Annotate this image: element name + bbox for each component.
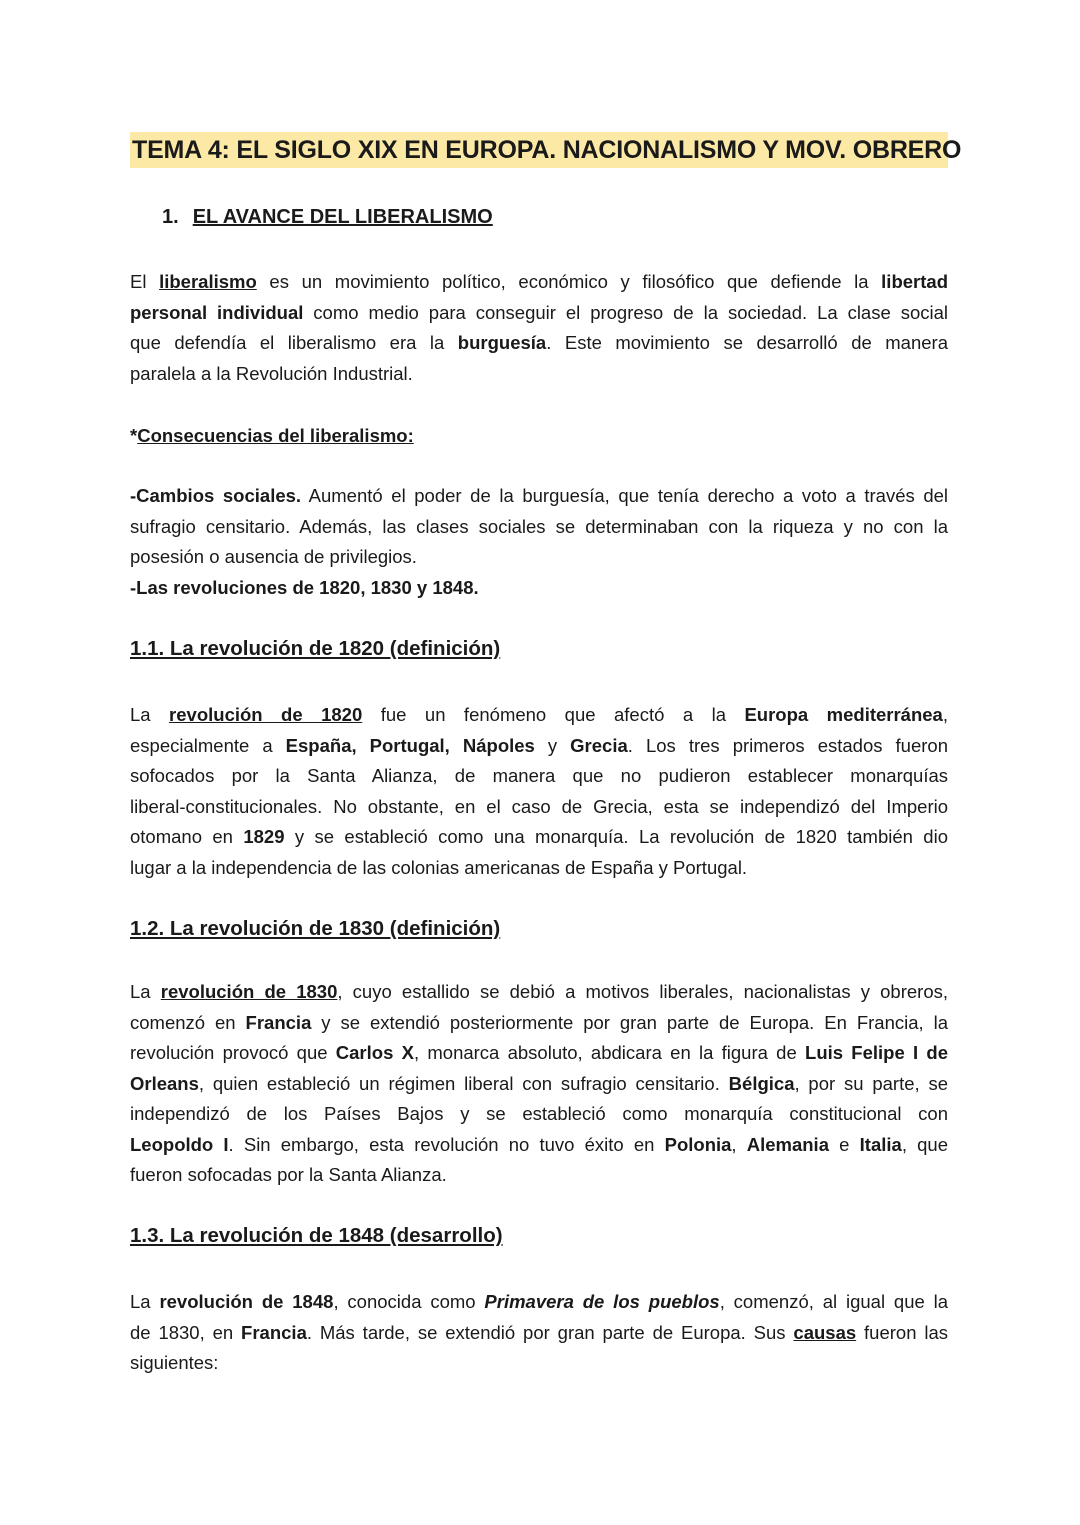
heading-1-2: 1.2. La revolución de 1830 (definición): [130, 917, 501, 940]
paragraph-consecuencias: -Cambios sociales. Aumentó el poder de la burguesía, que tenía derecho a voto a través del sufragio censitario. Además, las clases sociales se determinaban con la riqueza y no con la posesión o ausencia de privilegios. -Las revoluciones de 1820, 1830 y 1848.: [130, 485, 949, 598]
paragraph-1848: La revolución de 1848, conocida como Primavera de los pueblos, comenzó, al igual que la de 1830, en Francia. Más tarde, se extendió por gran parte de Europa. Sus causas fueron las siguientes:: [130, 1291, 949, 1373]
term-liberalismo: liberalismo: [159, 271, 257, 292]
heading-1-1: 1.1. La revolución de 1820 (definición): [130, 637, 501, 660]
section-number: 1.: [162, 206, 179, 228]
section-heading-1: [162, 203, 493, 231]
paragraph-liberalismo: El liberalismo es un movimiento político, económico y filosófico que defiende la libertad personal individual como medio para conseguir el progreso de la sociedad. La clase social que defendía el liberalismo era la burguesía. Este movimiento se desarrolló de manera paralela a la Revolución Industrial.: [130, 271, 948, 384]
paragraph-1820: La revolución de 1820 fue un fenómeno que afectó a la Europa mediterránea, especialmente a España, Portugal, Nápoles y Grecia. Los tres primeros estados fueron sofocados por la Santa Alianza, de manera que no pudieron establecer monarquías liberal-constitucionales. No obstante, en el caso de Grecia, esta se independizó del Imperio otomano en 1829 y se estableció como una monarquía. La revolución de 1820 también dio lugar a la independencia de las colonias americanas de España y Portugal.: [130, 704, 948, 878]
paragraph-1830: La revolución de 1830, cuyo estallido se debió a motivos liberales, nacionalistas y obreros, comenzó en Francia y se extendió posteriormente por gran parte de Europa. En Francia, la revolución provocó que Carlos X, monarca absoluto, abdicara en la figura de Luis Felipe I de Orleans, quien estableció un régimen liberal con sufragio censitario. Bélgica, por su parte, se independizó de los Países Bajos y se estableció como monarquía constitucional con Leopoldo I. Sin embargo, esta revolución no tuvo éxito en Polonia, Alemania e Italia, que fueron sofocadas por la Santa Alianza.: [130, 981, 949, 1185]
section-label: EL AVANCE DEL LIBERALISMO: [192, 206, 493, 228]
page-title: TEMA 4: EL SIGLO XIX EN EUROPA. NACIONALISMO Y MOV. OBRERO: [130, 132, 948, 168]
consecuencias-heading: *Consecuencias del liberalismo:: [130, 425, 414, 446]
heading-1-3: 1.3. La revolución de 1848 (desarrollo): [130, 1224, 503, 1247]
